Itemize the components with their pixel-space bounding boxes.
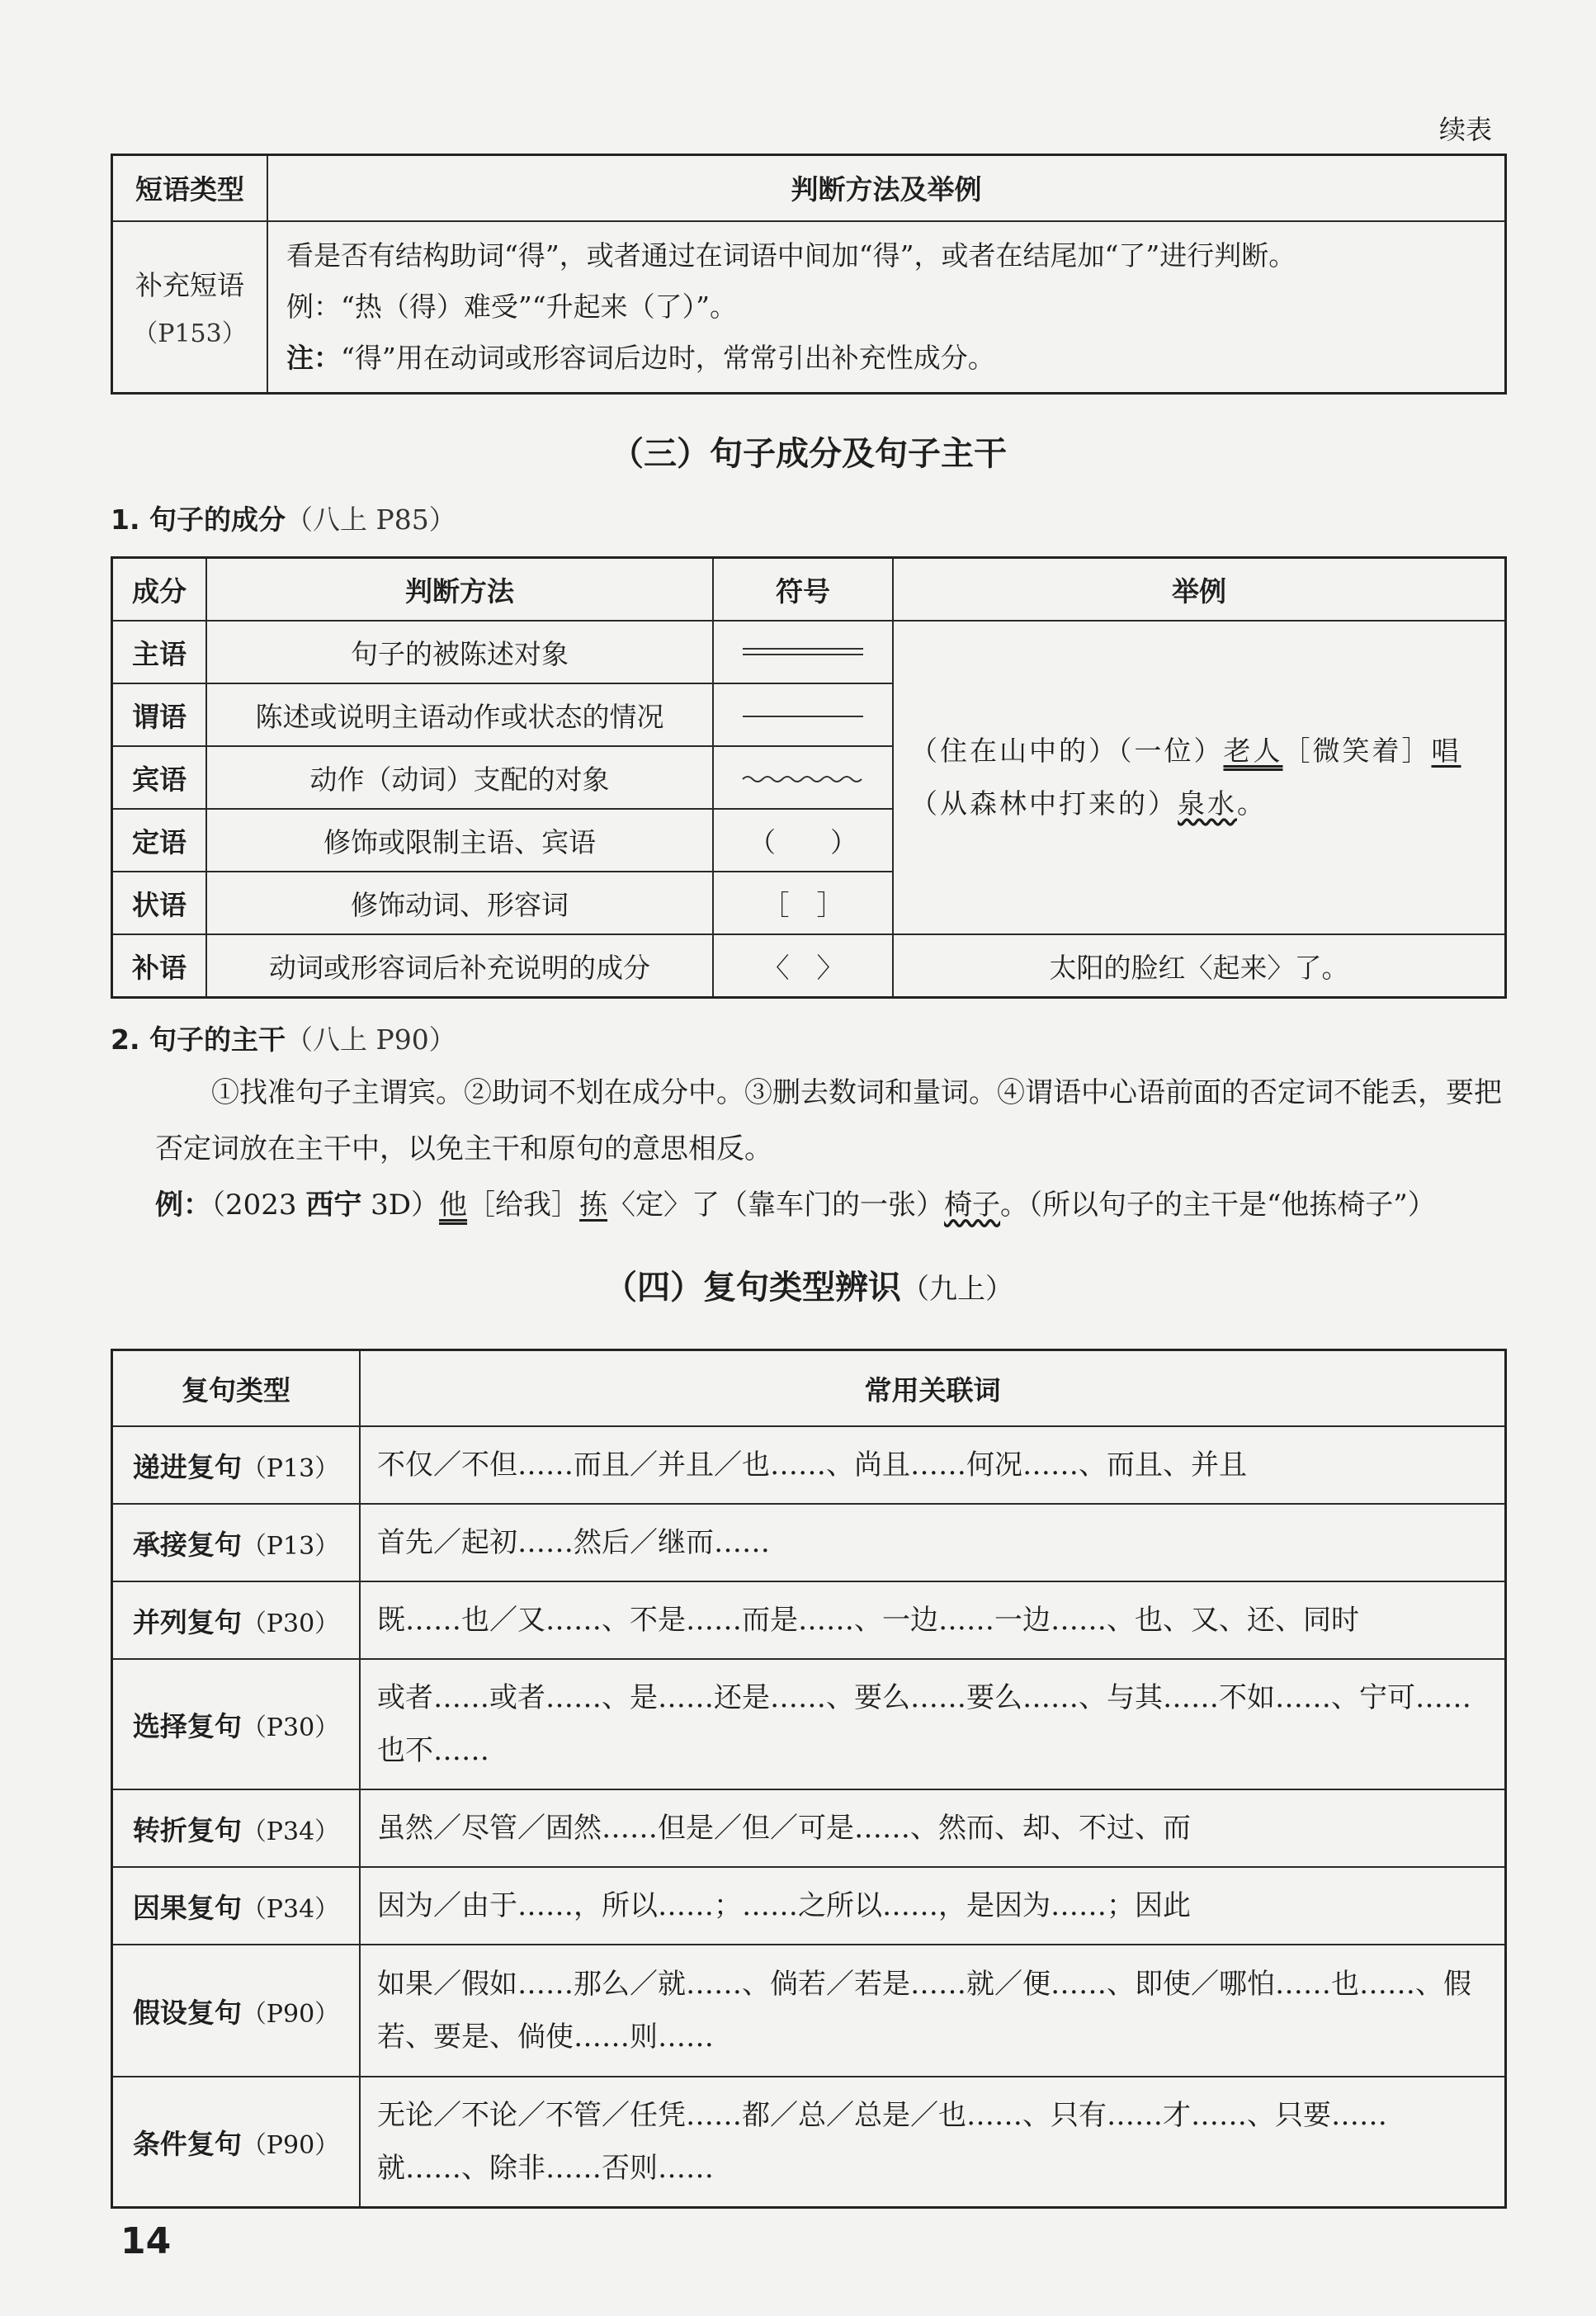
subheading-sentence-trunk <box>111 1019 456 1057</box>
subheading-ref: （八上 P85） <box>286 503 456 536</box>
conjunctions-cell: 虽然／尽管／固然……但是／但／可是……、然而、却、不过、而 <box>360 1789 1506 1867</box>
trunk-rules-paragraph: ①找准句子主谓宾。②助词不划在成分中。③删去数词和量词。④谓语中心语前面的否定词不能丢，要把否定词放在主干中，以免主干和原句的意思相反。 <box>155 1076 1502 1165</box>
method-adverbial: 修饰动词、形容词 <box>206 872 713 934</box>
section-4-title <box>111 1261 1507 1308</box>
method-line-1: 看是否有结构助词“得”，或者通过在词语中间加“得”，或者在结尾加“了”进行判断。 <box>286 239 1296 272</box>
symbol-double-underline <box>713 621 893 683</box>
example-adverbial: ［微笑着］ <box>1282 735 1432 767</box>
example-source-code: 3D） <box>361 1189 440 1222</box>
component-complement: 补语 <box>112 934 207 998</box>
method-object: 动作（动词）支配的对象 <box>206 746 713 809</box>
table-row <box>112 1867 1506 1945</box>
section-4-title-ref: （九上） <box>901 1273 1013 1306</box>
symbol-parentheses: （ ） <box>713 809 893 872</box>
trunk-example <box>155 1177 1509 1233</box>
compound-type-ref: （P13） <box>241 1453 340 1483</box>
phrase-type-table <box>111 154 1507 395</box>
component-predicate: 谓语 <box>112 683 207 746</box>
phrase-type-cell <box>112 221 268 394</box>
compound-type-name: 并列复句 <box>132 1605 242 1638</box>
table-row <box>112 221 1506 394</box>
complement-example: 太阳的脸红〈起来〉了。 <box>893 934 1506 998</box>
header-component: 成分 <box>112 558 207 622</box>
note-label: 注： <box>286 341 341 374</box>
method-line-2 <box>286 281 1486 333</box>
method-attributive: 修饰或限制主语、宾语 <box>206 809 713 872</box>
table-row <box>112 1581 1506 1659</box>
example-attr-2: （从森林中打来的） <box>910 787 1178 820</box>
compound-type-cell <box>112 1659 361 1789</box>
compound-type-name: 假设复句 <box>132 1996 242 2029</box>
example-text: “热（得）难受”“升起来（了）”。 <box>341 290 737 323</box>
conjunctions-cell: 或者……或者……、是……还是……、要么……要么……、与其……不如……、宁可……也不…… <box>360 1659 1506 1789</box>
wavy-underline-symbol <box>741 768 865 787</box>
section-3-title: （三）句子成分及句子主干 <box>611 435 1007 473</box>
header-conjunctions: 常用关联词 <box>360 1350 1506 1427</box>
compound-type-cell <box>112 2077 361 2208</box>
example-subject: 老人 <box>1223 735 1283 767</box>
compound-type-cell <box>112 1581 361 1659</box>
header-example: 举例 <box>893 558 1506 622</box>
compound-type-cell <box>112 1945 361 2077</box>
table-row <box>112 1945 1506 2077</box>
component-subject: 主语 <box>112 621 207 683</box>
conjunctions-cell: 无论／不论／不管／任凭……都／总／总是／也……、只有……才……、只要……就……、除非……否则…… <box>360 2077 1506 2208</box>
compound-type-ref: （P30） <box>241 1609 340 1638</box>
header-phrase-type: 短语类型 <box>112 155 268 221</box>
example-adverbial: ［给我］ <box>467 1189 580 1222</box>
example-attr-1: （住在山中的）（一位） <box>910 735 1224 767</box>
compound-type-ref: （P90） <box>241 1999 340 2029</box>
single-underline-symbol <box>741 705 865 725</box>
compound-sentence-table <box>111 1349 1507 2209</box>
component-attributive: 定语 <box>112 809 207 872</box>
compound-type-name: 递进复句 <box>132 1450 242 1483</box>
compound-type-cell <box>112 1867 361 1945</box>
example-conclusion: 。（所以句子的主干是“他拣椅子”） <box>1000 1189 1436 1222</box>
compound-type-ref: （P13） <box>241 1531 340 1561</box>
compound-type-name: 转折复句 <box>132 1813 242 1846</box>
subheading-label: 1. 句子的成分 <box>111 503 286 536</box>
subheading-label: 2. 句子的主干 <box>111 1023 286 1056</box>
example-predicate: 唱 <box>1431 735 1461 767</box>
continued-label: 续表 <box>1438 114 1492 145</box>
components-example-cell <box>893 621 1506 934</box>
component-object: 宾语 <box>112 746 207 809</box>
page-number: 14 <box>120 2220 172 2262</box>
compound-type-cell <box>112 1426 361 1504</box>
table-row <box>112 934 1506 998</box>
phrase-type-ref: （P153） <box>133 319 247 348</box>
subheading-ref: （八上 P90） <box>286 1023 456 1056</box>
table-row <box>112 1789 1506 1867</box>
example-object: 泉水 <box>1178 787 1237 820</box>
example-end: 。 <box>1237 787 1267 820</box>
conjunctions-cell: 如果／假如……那么／就……、倘若／若是……就／便……、即使／哪怕……也……、假若、要是、倘使……则…… <box>360 1945 1506 2077</box>
header-symbol: 符号 <box>713 558 893 622</box>
example-label: 例： <box>155 1189 211 1222</box>
conjunctions-cell: 既……也／又……、不是……而是……、一边……一边……、也、又、还、同时 <box>360 1581 1506 1659</box>
compound-type-name: 承接复句 <box>132 1528 242 1561</box>
example-middle: 〈定〉了（靠车门的一张） <box>607 1189 945 1222</box>
method-complement: 动词或形容词后补充说明的成分 <box>206 934 713 998</box>
method-cell <box>267 221 1506 394</box>
table-row <box>112 621 1506 683</box>
conjunctions-cell: 因为／由于……，所以……；……之所以……，是因为……；因此 <box>360 1867 1506 1945</box>
sentence-components-table <box>111 556 1507 999</box>
example-subject: 他 <box>439 1189 468 1222</box>
conjunctions-cell: 不仅／不但……而且／并且／也……、尚且……何况……、而且、并且 <box>360 1426 1506 1504</box>
header-judgment: 判断方法 <box>206 558 713 622</box>
component-adverbial: 状语 <box>112 872 207 934</box>
header-method: 判断方法及举例 <box>267 155 1506 221</box>
header-compound-type: 复句类型 <box>112 1350 361 1427</box>
symbol-angle-brackets: 〈 〉 <box>713 934 893 998</box>
compound-type-name: 因果复句 <box>132 1891 242 1924</box>
example-label: 例： <box>286 290 341 323</box>
example-object: 椅子 <box>944 1189 1001 1222</box>
symbol-single-underline <box>713 683 893 746</box>
compound-type-name: 选择复句 <box>132 1709 242 1742</box>
compound-type-cell <box>112 1789 361 1867</box>
compound-type-name: 条件复句 <box>132 2127 242 2160</box>
compound-type-ref: （P34） <box>241 1894 340 1924</box>
method-subject: 句子的被陈述对象 <box>206 621 713 683</box>
compound-type-cell <box>112 1504 361 1581</box>
method-line-3 <box>286 333 1486 384</box>
section-4-title-text: （四）复句类型辨识 <box>604 1269 901 1307</box>
example-predicate: 拣 <box>579 1189 608 1222</box>
symbol-brackets: ［ ］ <box>713 872 893 934</box>
example-source: （2023 <box>211 1189 306 1222</box>
table-row <box>112 1426 1506 1504</box>
compound-type-ref: （P34） <box>241 1817 340 1846</box>
phrase-type-name: 补充短语 <box>135 269 244 301</box>
method-predicate: 陈述或说明主语动作或状态的情况 <box>206 683 713 746</box>
table-row <box>112 2077 1506 2208</box>
table-row <box>112 1504 1506 1581</box>
compound-type-ref: （P30） <box>241 1713 340 1742</box>
compound-type-ref: （P90） <box>241 2130 340 2160</box>
note-text: “得”用在动词或形容词后边时，常常引出补充性成分。 <box>341 341 995 374</box>
example-source-place: 西宁 <box>305 1189 362 1222</box>
double-underline-symbol <box>741 642 865 662</box>
conjunctions-cell: 首先／起初……然后／继而…… <box>360 1504 1506 1581</box>
subheading-sentence-components <box>111 499 456 537</box>
table-row <box>112 1659 1506 1789</box>
symbol-wavy-underline <box>713 746 893 809</box>
